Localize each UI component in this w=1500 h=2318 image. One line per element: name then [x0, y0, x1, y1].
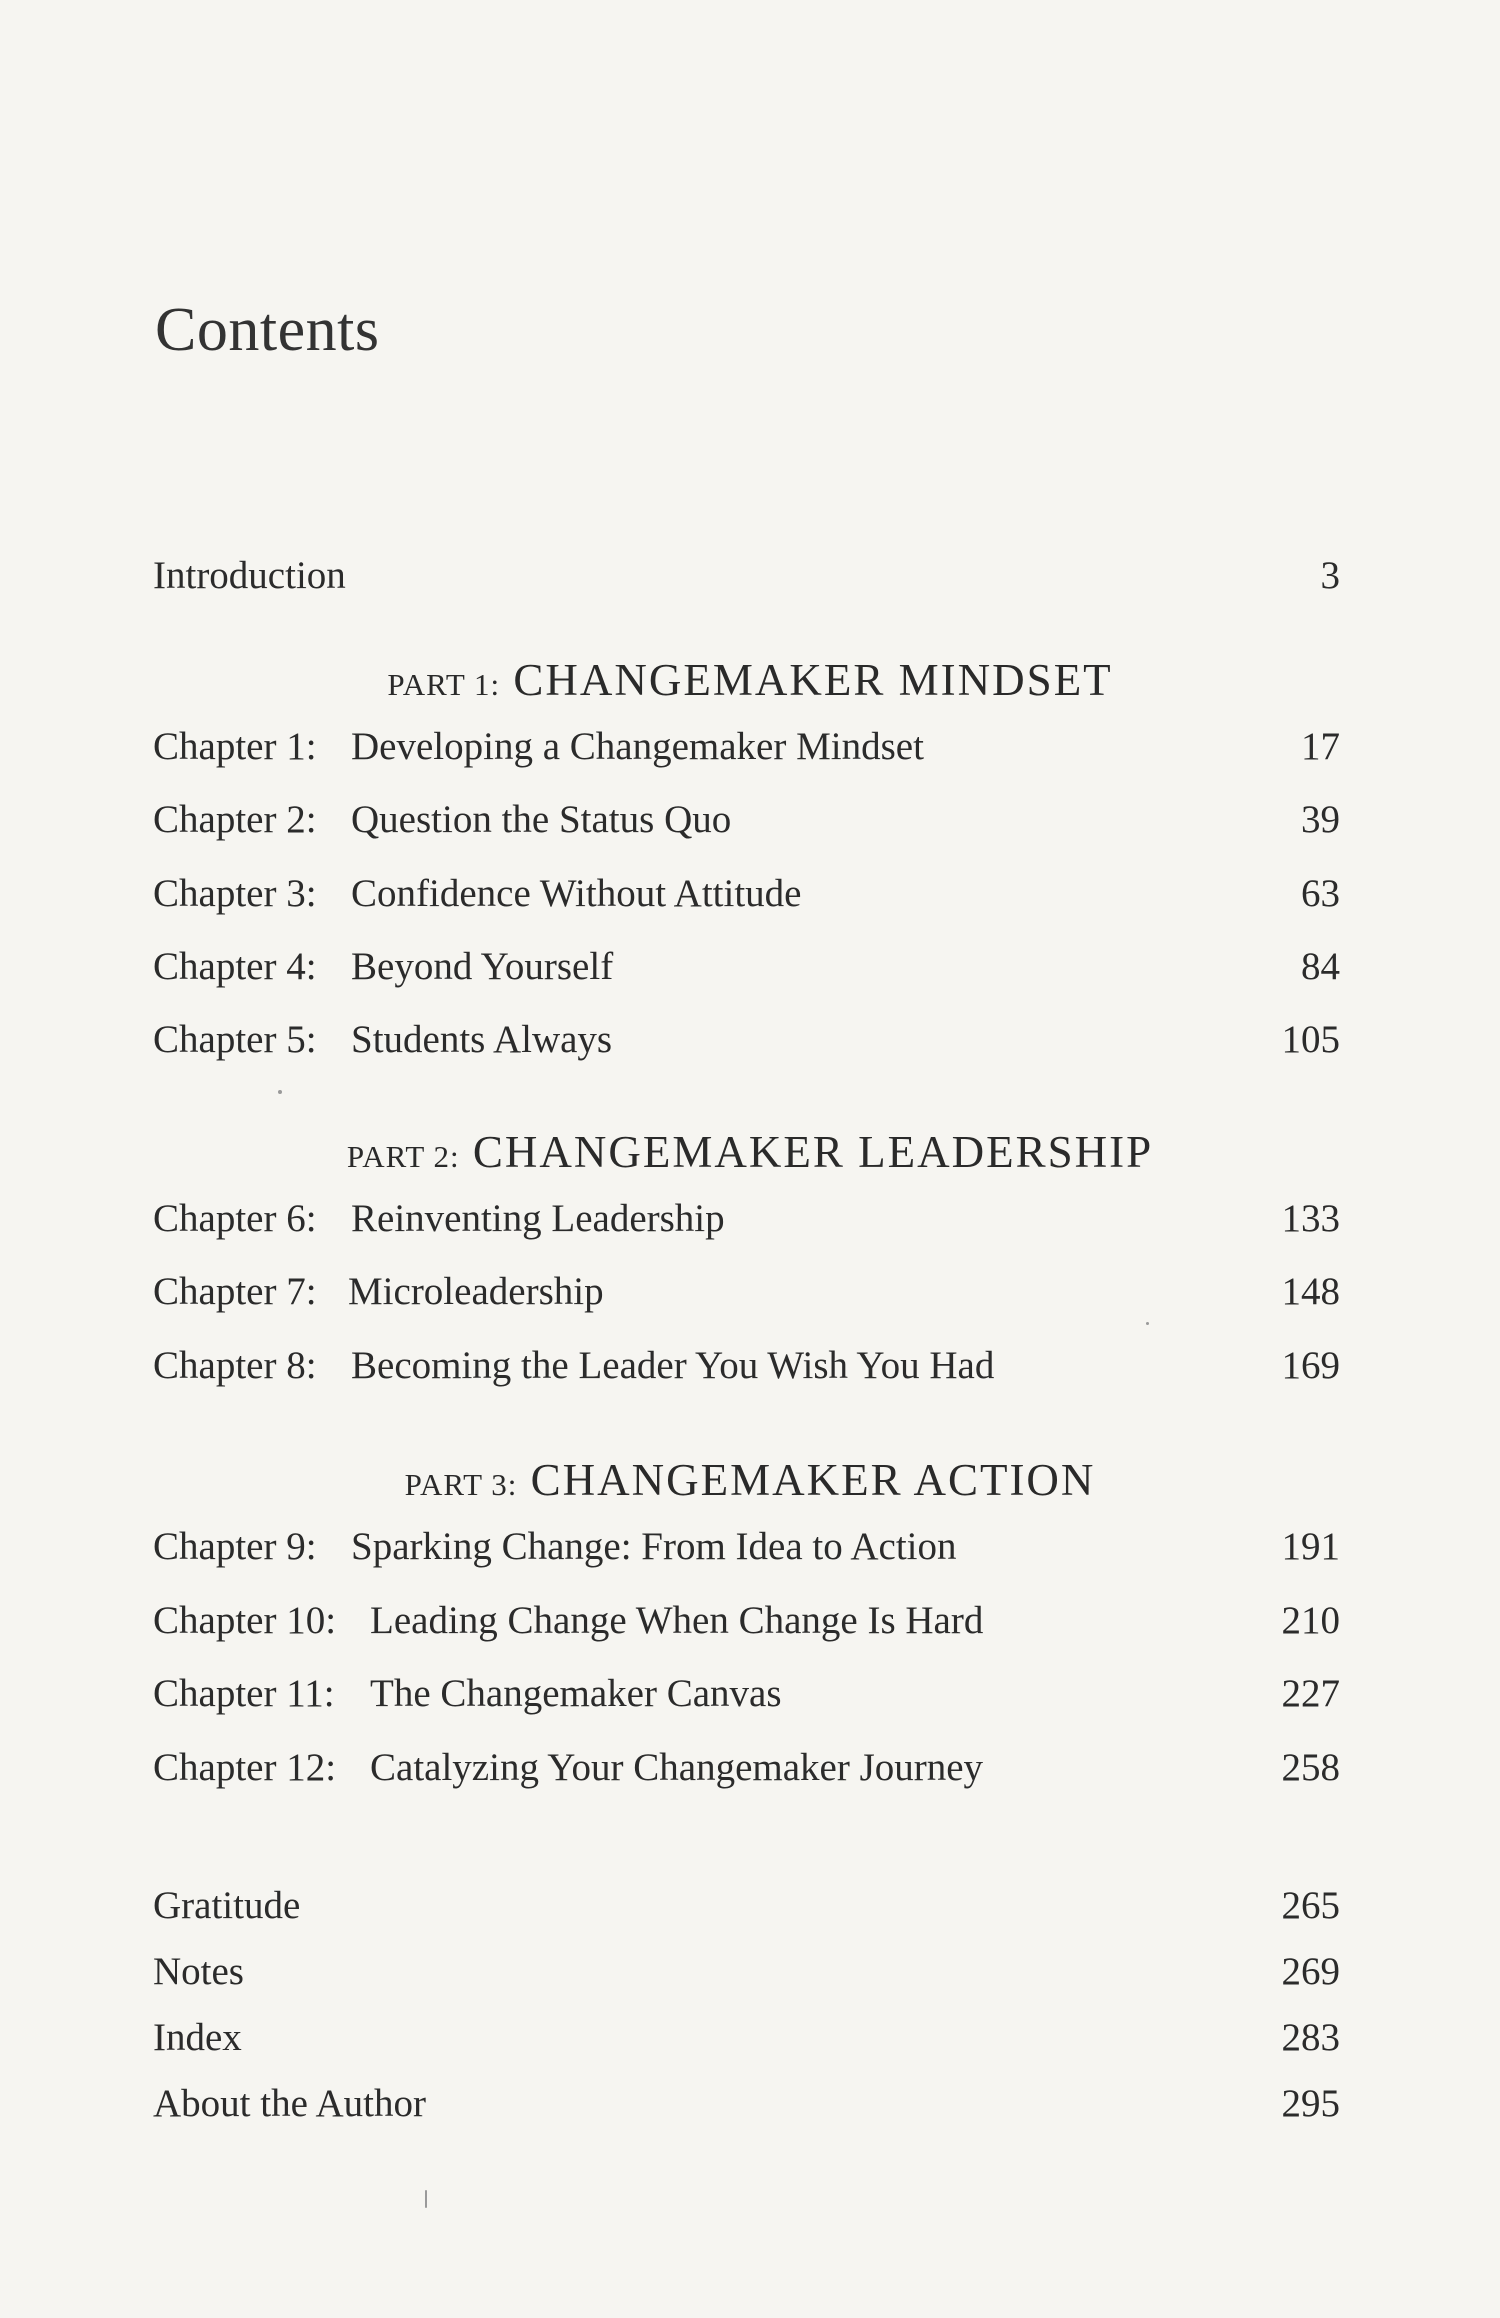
- toc-entry-chapter-10[interactable]: [153, 1593, 1340, 1649]
- part-heading-1: [0, 650, 1500, 715]
- entry-title: About the Author: [153, 2082, 426, 2125]
- toc-entry-chapter-11[interactable]: [153, 1666, 1340, 1722]
- chapter-title: Leading Change When Change Is Hard: [370, 1599, 984, 1642]
- page-title: Contents: [155, 296, 380, 364]
- toc-entry-chapter-3[interactable]: [153, 866, 1340, 922]
- toc-entry-index[interactable]: [153, 2010, 1340, 2066]
- entry-title: Notes: [153, 1950, 244, 1993]
- chapter-page: 105: [1281, 1018, 1340, 1061]
- part-label: PART 2:: [346, 1139, 460, 1174]
- part-name: CHANGEMAKER LEADERSHIP: [472, 1127, 1154, 1177]
- chapter-page: 148: [1281, 1270, 1340, 1313]
- part-heading-2: [0, 1122, 1500, 1187]
- chapter-number: Chapter 2:: [153, 798, 317, 841]
- toc-entry-about-the-author[interactable]: [153, 2076, 1340, 2132]
- chapter-title: Becoming the Leader You Wish You Had: [351, 1344, 995, 1387]
- toc-entry-chapter-1[interactable]: [153, 719, 1340, 775]
- chapter-number: Chapter 6:: [153, 1197, 317, 1240]
- toc-entry-introduction[interactable]: [153, 548, 1340, 604]
- toc-entry-gratitude[interactable]: [153, 1878, 1340, 1934]
- part-name: CHANGEMAKER ACTION: [530, 1455, 1096, 1505]
- chapter-page: 84: [1301, 945, 1340, 988]
- toc-entry-chapter-4[interactable]: [153, 939, 1340, 995]
- entry-page: 265: [1281, 1884, 1340, 1927]
- toc-entry-chapter-6[interactable]: [153, 1191, 1340, 1247]
- chapter-number: Chapter 10:: [153, 1599, 337, 1642]
- chapter-page: 227: [1281, 1672, 1340, 1715]
- chapter-title: Students Always: [351, 1018, 613, 1061]
- chapter-page: 133: [1281, 1197, 1340, 1240]
- chapter-title: Developing a Changemaker Mindset: [351, 725, 924, 768]
- scan-speck: [1146, 1322, 1149, 1325]
- chapter-title: Confidence Without Attitude: [351, 872, 802, 915]
- toc-entry-chapter-9[interactable]: [153, 1519, 1340, 1575]
- chapter-title: Question the Status Quo: [351, 798, 732, 841]
- chapter-number: Chapter 12:: [153, 1746, 337, 1789]
- chapter-page: 191: [1281, 1525, 1340, 1568]
- chapter-number: Chapter 11:: [153, 1672, 335, 1715]
- part-heading-3: [0, 1450, 1500, 1515]
- toc-entry-chapter-7[interactable]: [153, 1264, 1340, 1320]
- chapter-title: Microleadership: [348, 1270, 604, 1313]
- entry-page: 3: [1320, 554, 1340, 597]
- entry-page: 269: [1281, 1950, 1340, 1993]
- chapter-number: Chapter 1:: [153, 725, 317, 768]
- chapter-page: 63: [1301, 872, 1340, 915]
- toc-entry-chapter-2[interactable]: [153, 792, 1340, 848]
- chapter-number: Chapter 5:: [153, 1018, 317, 1061]
- entry-page: 295: [1281, 2082, 1340, 2125]
- part-name: CHANGEMAKER MINDSET: [513, 655, 1113, 705]
- toc-entry-chapter-5[interactable]: [153, 1012, 1340, 1068]
- chapter-page: 169: [1281, 1344, 1340, 1387]
- chapter-title: Catalyzing Your Changemaker Journey: [370, 1746, 984, 1789]
- chapter-number: Chapter 3:: [153, 872, 317, 915]
- chapter-page: 210: [1281, 1599, 1340, 1642]
- chapter-page: 17: [1301, 725, 1340, 768]
- toc-entry-chapter-8[interactable]: [153, 1338, 1340, 1394]
- toc-entry-notes[interactable]: [153, 1944, 1340, 2000]
- entry-title: Gratitude: [153, 1884, 301, 1927]
- chapter-number: Chapter 4:: [153, 945, 317, 988]
- entry-page: 283: [1281, 2016, 1340, 2059]
- entry-title: Introduction: [153, 554, 346, 597]
- chapter-title: The Changemaker Canvas: [370, 1672, 782, 1715]
- scan-speck: [278, 1090, 282, 1094]
- chapter-number: Chapter 8:: [153, 1344, 317, 1387]
- part-label: PART 3:: [404, 1467, 518, 1502]
- chapter-page: 39: [1301, 798, 1340, 841]
- chapter-title: Sparking Change: From Idea to Action: [351, 1525, 957, 1568]
- toc-entry-chapter-12[interactable]: [153, 1740, 1340, 1796]
- chapter-title: Beyond Yourself: [351, 945, 614, 988]
- chapter-title: Reinventing Leadership: [351, 1197, 725, 1240]
- entry-title: Index: [153, 2016, 242, 2059]
- scan-speck: [425, 2190, 427, 2208]
- chapter-number: Chapter 7:: [153, 1270, 317, 1313]
- part-label: PART 1:: [387, 667, 501, 702]
- chapter-page: 258: [1281, 1746, 1340, 1789]
- chapter-number: Chapter 9:: [153, 1525, 317, 1568]
